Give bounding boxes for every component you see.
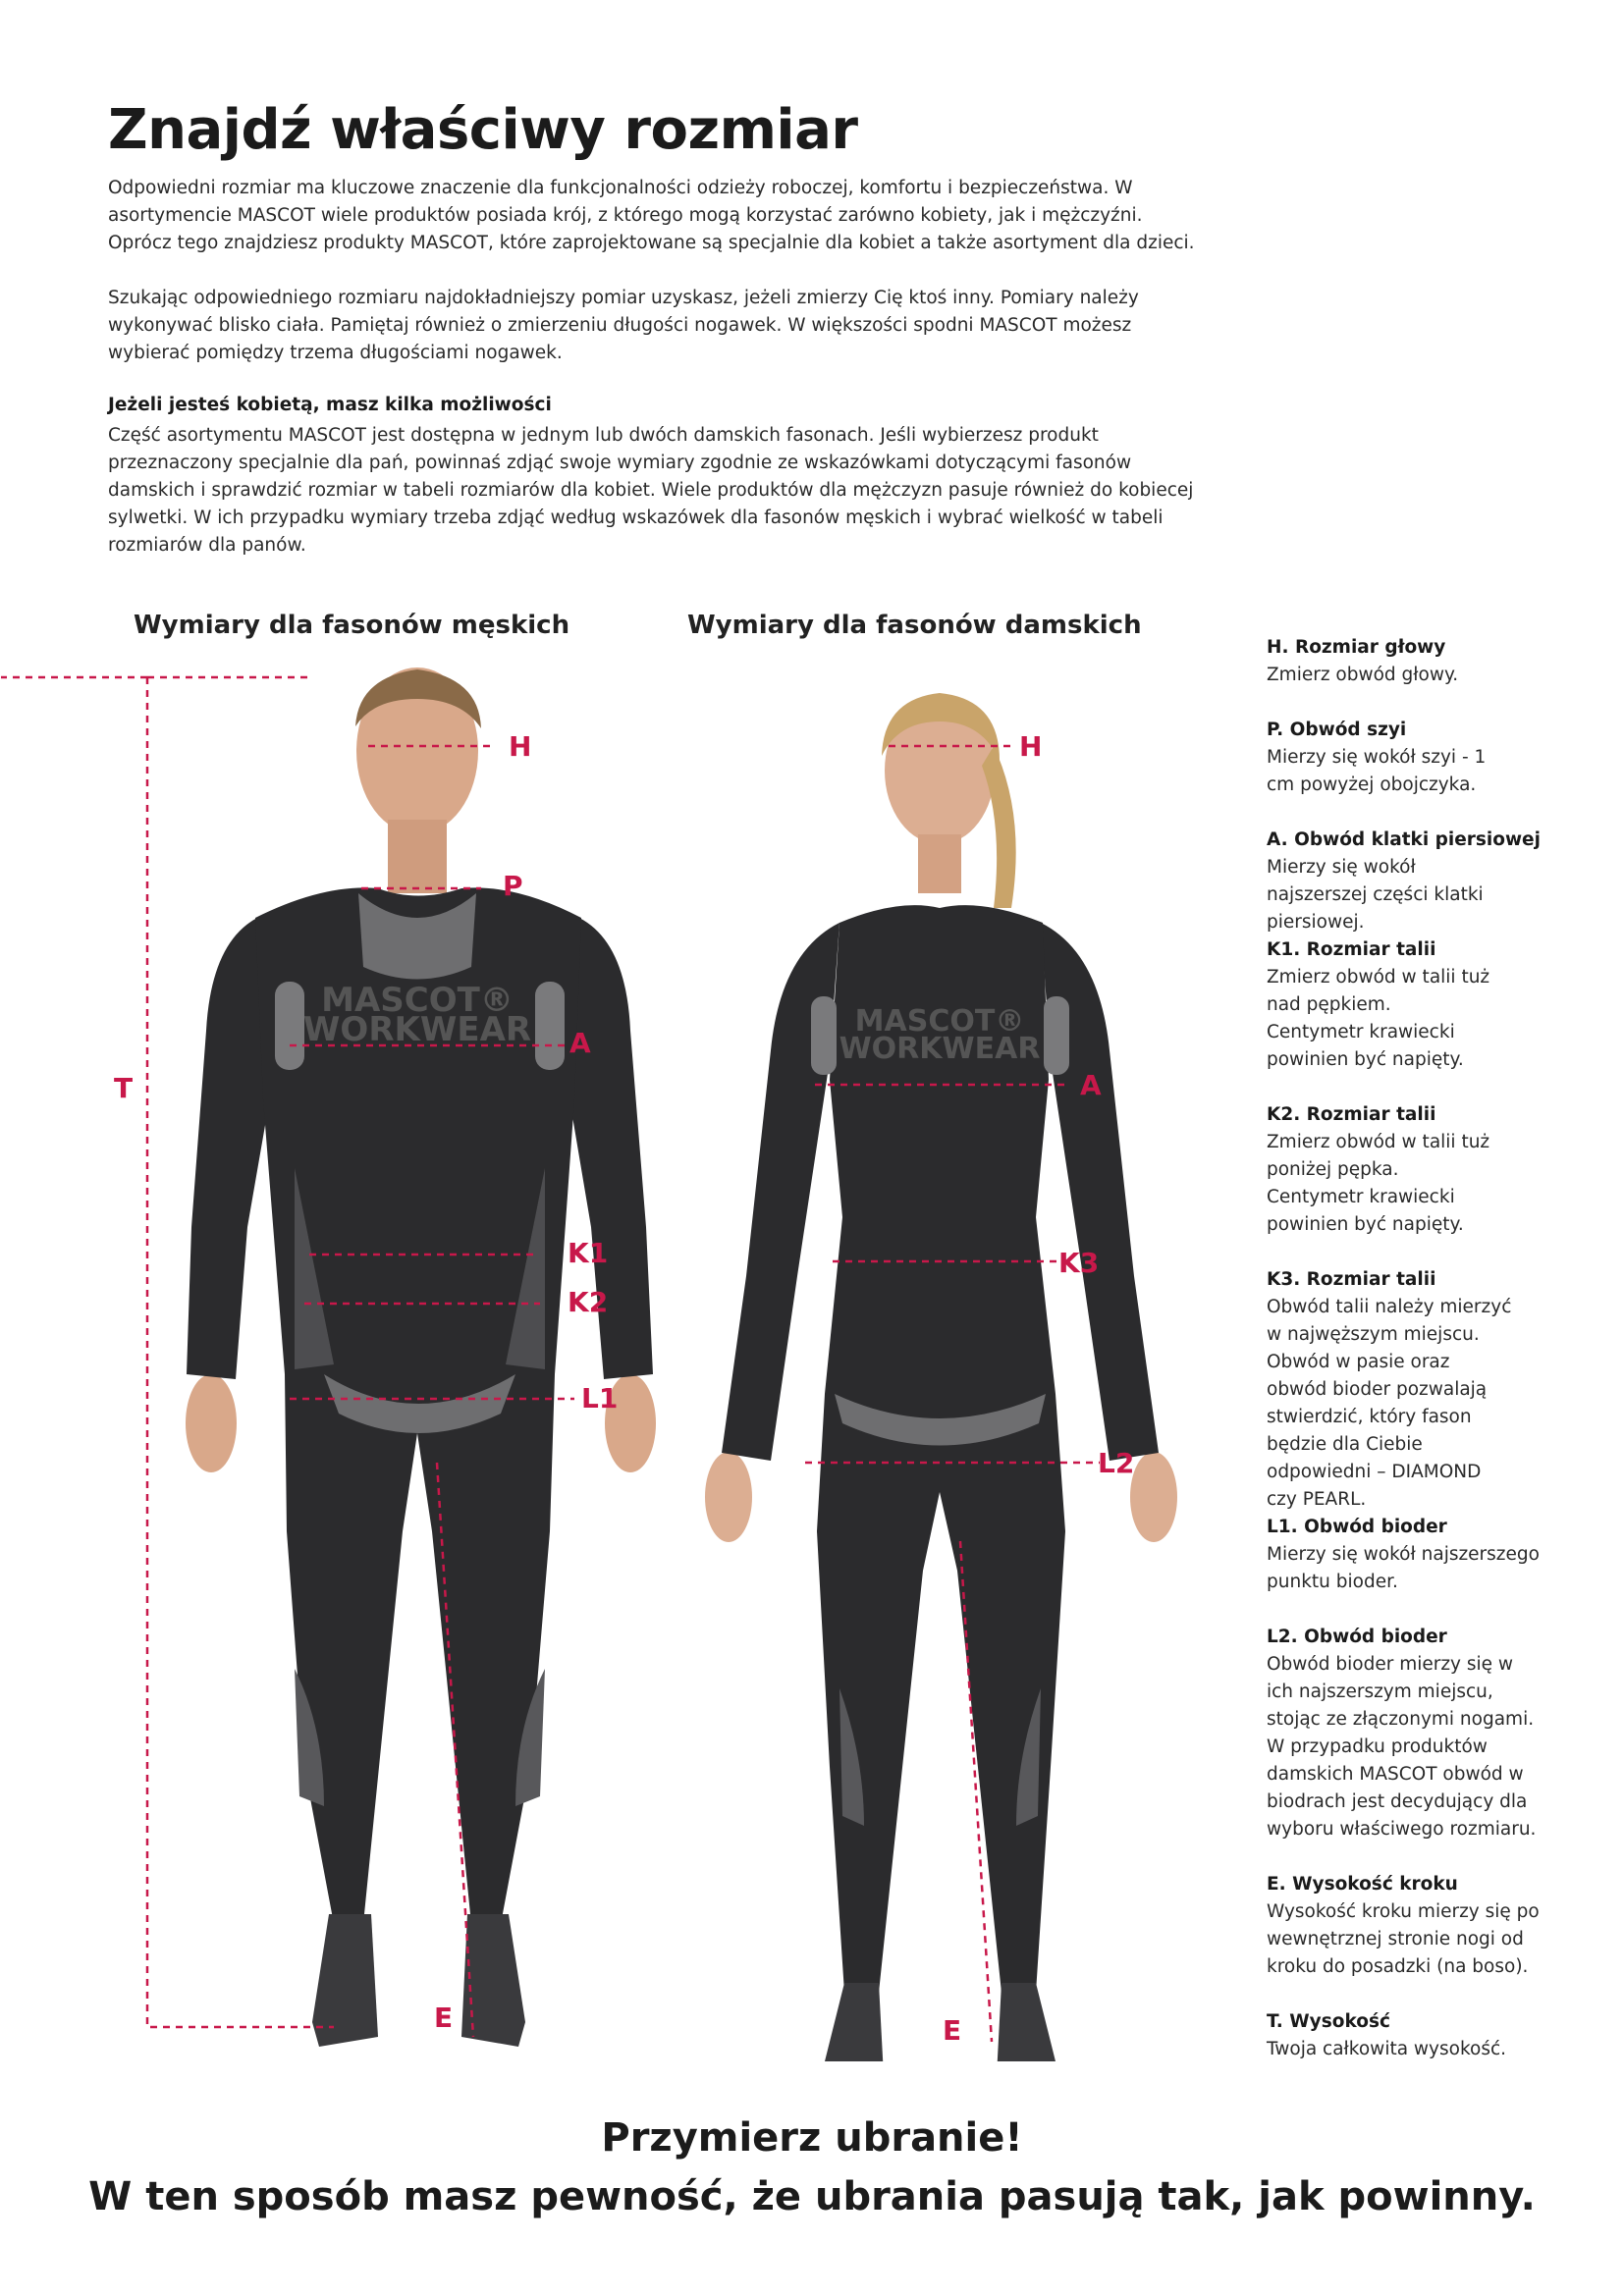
legend-text: Obwód talii należy mierzyć w najwęższym miejscu. Obwód w pasie oraz obwód bioder pozwalają stwierdzić, który fason będzie dla Ciebie odpowiedni – DIAMOND czy PEARL. xyxy=(1267,1297,1512,1510)
legend-title: K2. Rozmiar talii xyxy=(1267,1104,1436,1125)
legend-title: L1. Obwód bioder xyxy=(1267,1517,1447,1537)
legend-text: Zmierz obwód w talii tuż poniżej pępka. Centymetr krawiecki powinien być napięty. xyxy=(1267,1132,1490,1235)
male-label-k1: K1 xyxy=(568,1237,609,1269)
legend-item-t xyxy=(1267,2008,1551,2063)
legend-title: K3. Rozmiar talii xyxy=(1267,1269,1436,1290)
male-label-t: T xyxy=(114,1072,134,1104)
female-label-k3: K3 xyxy=(1058,1247,1100,1279)
legend-item-a xyxy=(1267,827,1551,936)
male-label-e: E xyxy=(434,2002,454,2034)
legend-title: H. Rozmiar głowy xyxy=(1267,637,1446,658)
measurement-figures xyxy=(0,628,1247,2061)
female-label-h: H xyxy=(1019,730,1043,763)
legend-text: Mierzy się wokół najszerszego punktu bioder. xyxy=(1267,1544,1540,1592)
female-figure xyxy=(705,693,1177,2061)
legend-title: P. Obwód szyi xyxy=(1267,720,1407,740)
male-label-p: P xyxy=(503,870,523,902)
women-shirt-print-line-1: MASCOT® xyxy=(854,1004,1025,1039)
legend-text: Twoja całkowita wysokość. xyxy=(1267,2039,1507,2059)
footer-slogan xyxy=(0,2109,1624,2226)
female-label-e: E xyxy=(943,2014,962,2047)
legend-item-k2 xyxy=(1267,1101,1551,1239)
legend-title: E. Wysokość kroku xyxy=(1267,1874,1458,1895)
male-label-l1: L1 xyxy=(581,1382,619,1415)
legend-title: A. Obwód klatki piersiowej xyxy=(1267,829,1541,850)
legend-title: T. Wysokość xyxy=(1267,2011,1390,2032)
women-options-heading: Jeżeli jesteś kobietą, masz kilka możliwości xyxy=(108,395,552,415)
male-label-k2: K2 xyxy=(568,1286,609,1318)
legend-text: Wysokość kroku mierzy się po wewnętrznej stronie nogi od kroku do posadzki (na boso). xyxy=(1267,1901,1540,1977)
legend-item-l1 xyxy=(1267,1514,1551,1596)
legend-item-h xyxy=(1267,634,1551,689)
footer-line-1: Przymierz ubranie! xyxy=(601,2115,1023,2161)
legend-text: Zmierz obwód w talii tuż nad pępkiem. Centymetr krawiecki powinien być napięty. xyxy=(1267,967,1490,1070)
page-title: Znajdź właściwy rozmiar xyxy=(108,98,858,162)
shirt-print-line-2: WORKWEAR xyxy=(302,1010,532,1049)
men-measurements-heading: Wymiary dla fasonów męskich xyxy=(134,611,570,640)
legend-item-k3 xyxy=(1267,1266,1551,1514)
legend-item-l2 xyxy=(1267,1624,1551,1843)
female-label-l2: L2 xyxy=(1098,1447,1135,1479)
legend-item-p xyxy=(1267,717,1551,799)
women-shirt-print-line-2: WORKWEAR xyxy=(839,1032,1041,1066)
legend-text: Obwód bioder mierzy się w ich najszerszym miejscu, stojąc ze złączonymi nogami. W przypadku produktów damskich MASCOT obwód w biodrach jest decydujący dla wyboru właściwego rozmiaru. xyxy=(1267,1654,1537,1840)
legend-item-e xyxy=(1267,1871,1551,1981)
legend-text: Mierzy się wokół najszerszej części klatki piersiowej. xyxy=(1267,857,1484,933)
female-label-a: A xyxy=(1080,1069,1102,1101)
women-measurements-heading: Wymiary dla fasonów damskich xyxy=(687,611,1142,640)
male-label-h: H xyxy=(509,730,532,763)
footer-line-2: W ten sposób masz pewność, że ubrania pasują tak, jak powinny. xyxy=(88,2174,1536,2219)
shirt-print-line-1: MASCOT® xyxy=(321,981,514,1020)
legend-text: Mierzy się wokół szyi - 1 cm powyżej obojczyka. xyxy=(1267,747,1487,795)
intro-paragraph-2: Szukając odpowiedniego rozmiaru najdokładniejszy pomiar uzyskasz, jeżeli zmierzy Cię ktoś inny. Pomiary należy wykonywać blisko ciała. Pamiętaj również o zmierzeniu długości nogawek. W większości spodni MASCOT możesz wybierać pomiędzy trzema długościami nogawek. xyxy=(108,288,1139,363)
legend-title: K1. Rozmiar talii xyxy=(1267,939,1436,960)
male-label-a: A xyxy=(569,1027,591,1059)
intro-paragraph-1: Odpowiedni rozmiar ma kluczowe znaczenie dla funkcjonalności odzieży roboczej, komfortu i bezpieczeństwa. W asortymencie MASCOT wiele produktów posiada krój, z którego mogą korzystać zarówno kobiety, jak i mężczyźni. Oprócz tego znajdziesz produkty MASCOT, które zaprojektowane są specjalnie dla kobiet a także asortyment dla dzieci. xyxy=(108,178,1195,253)
male-figure xyxy=(186,667,656,2047)
legend-item-k1 xyxy=(1267,936,1551,1074)
intro-paragraph-3: Część asortymentu MASCOT jest dostępna w jednym lub dwóch damskich fasonach. Jeśli wybierzesz produkt przeznaczony specjalnie dla pań, powinnaś zdjąć swoje wymiary zgodnie ze wskazówkami dotyczącymi fasonów damskich i sprawdzić rozmiar w tabeli rozmiarów dla kobiet. Wiele produktów dla mężczyzn pasuje również do kobiecej sylwetki. W ich przypadku wymiary trzeba zdjąć według wskazówek dla fasonów męskich i wybrać wielkość w tabeli rozmiarów dla panów. xyxy=(108,425,1194,556)
legend-text: Zmierz obwód głowy. xyxy=(1267,665,1459,685)
legend-title: L2. Obwód bioder xyxy=(1267,1627,1447,1647)
